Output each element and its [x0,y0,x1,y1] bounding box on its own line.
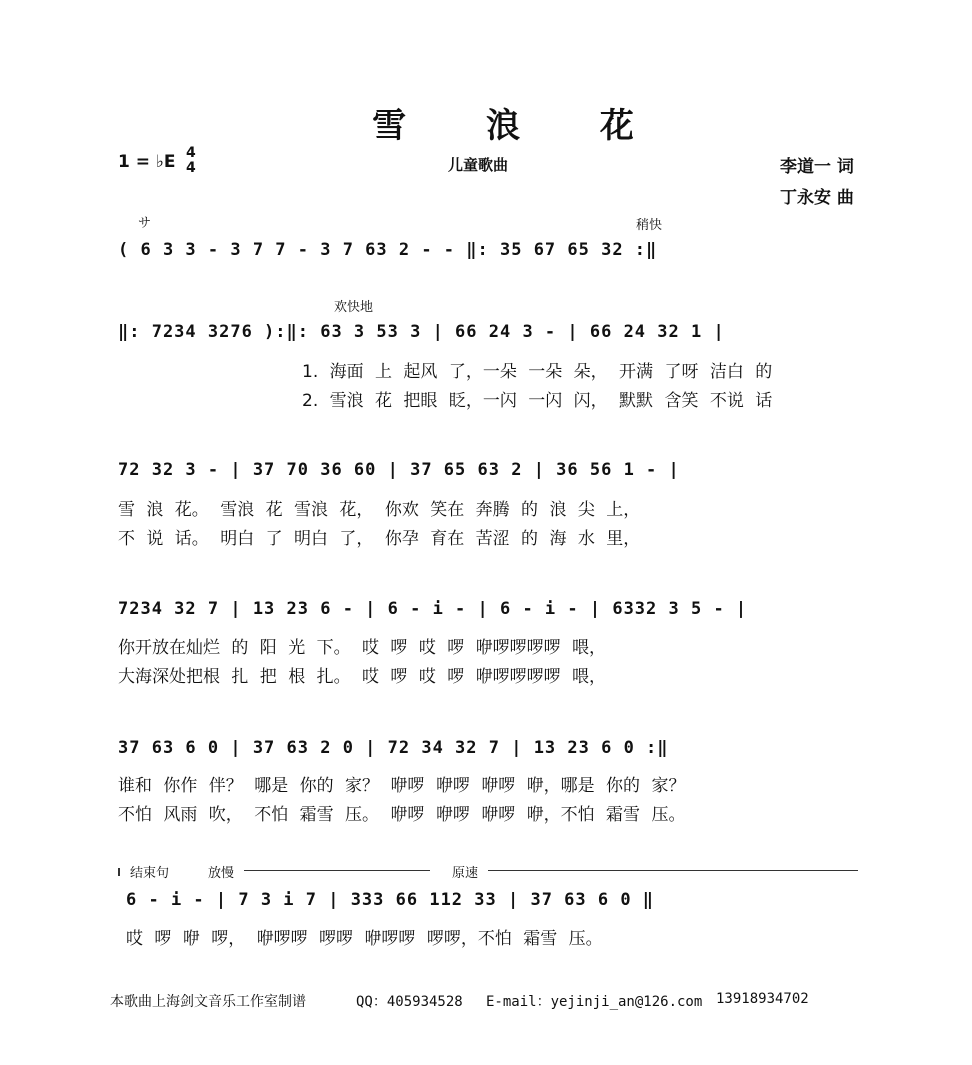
song-subtitle: 儿童歌曲 [448,156,509,174]
song-title: 雪 浪 花 [372,106,668,146]
ending-bracket [118,868,120,876]
lyrics-row-3-verse-2: 不 说 话。 明白 了 明白 了， 你孕 育在 苦涩 的 海 水 里， [118,529,641,549]
notation-row-3: 72 32 3 - | 37 70 36 60 | 37 65 63 2 | 36 56 1 - | [118,460,680,480]
lyrics-row-4-verse-2: 大海深处把根 扎 把 根 扎。 哎 啰 哎 啰 咿啰啰啰啰 喂， [118,667,607,687]
time-signature: 4 4 [186,145,196,176]
ending-mark: 结束句 [130,866,170,881]
tempo-mark: 放慢 [208,866,235,881]
notation-row-6: 6 - i - | 7 3 i 7 | 333 66 112 33 | 37 63 6 0 ‖ [126,890,655,910]
composer: 丁永安 曲 [780,188,854,208]
lyrics-row-6: 哎 啰 咿 啰， 咿啰啰 啰啰 咿啰啰 啰啰，不怕 霜雪 压。 [126,929,603,949]
ritardando-line [244,870,430,871]
tempo-mark: 欢快地 [334,300,374,315]
phone-number: 13918934702 [716,991,809,1007]
lyrics-row-2-verse-2: 2. 雪浪 花 把眼 眨，一闪 一闪 闪， 默默 含笑 不说 话 [302,391,773,411]
tempo-mark: 原速 [452,866,479,881]
lyrics-row-5-verse-2: 不怕 风雨 吹， 不怕 霜雪 压。 咿啰 咿啰 咿啰 咿，不怕 霜雪 压。 [118,805,686,825]
lyricist: 李道一 词 [780,157,854,177]
email-address: E-mail：yejinji_an@126.com [486,994,703,1010]
lyrics-row-2-verse-1: 1. 海面 上 起风 了，一朵 一朵 朵， 开满 了呀 洁白 的 [302,362,773,382]
lyrics-row-4-verse-1: 你开放在灿烂 的 阳 光 下。 哎 啰 哎 啰 咿啰啰啰啰 喂， [118,638,607,658]
lyrics-row-3-verse-1: 雪 浪 花。 雪浪 花 雪浪 花， 你欢 笑在 奔腾 的 浪 尖 上， [118,500,641,520]
notation-row-1: ( 6 3 3 - 3 7 7 - 3 7 63 2 - - ‖: 35 67 65 32 :‖ [118,240,658,260]
lyrics-row-5-verse-1: 谁和 你作 伴？ 哪是 你的 家？ 咿啰 咿啰 咿啰 咿，哪是 你的 家？ [118,776,686,796]
notation-row-5: 37 63 6 0 | 37 63 2 0 | 72 34 32 7 | 13 23 6 0 :‖ [118,738,669,758]
a-tempo-line [488,870,858,871]
key-signature: 1 = ♭E [118,152,176,172]
mark-sa: サ [138,216,152,231]
notation-row-2: ‖: 7234 3276 ):‖: 63 3 53 3 | 66 24 3 - | 66 24 32 1 | [118,322,725,342]
notation-row-4: 7234 32 7 | 13 23 6 - | 6 - i - | 6 - i - | 6332 3 5 - | [118,599,748,619]
studio-credit: 本歌曲上海剑文音乐工作室制谱 [110,994,306,1010]
qq-number: QQ：405934528 [356,994,463,1010]
tempo-mark: 稍快 [636,218,663,233]
